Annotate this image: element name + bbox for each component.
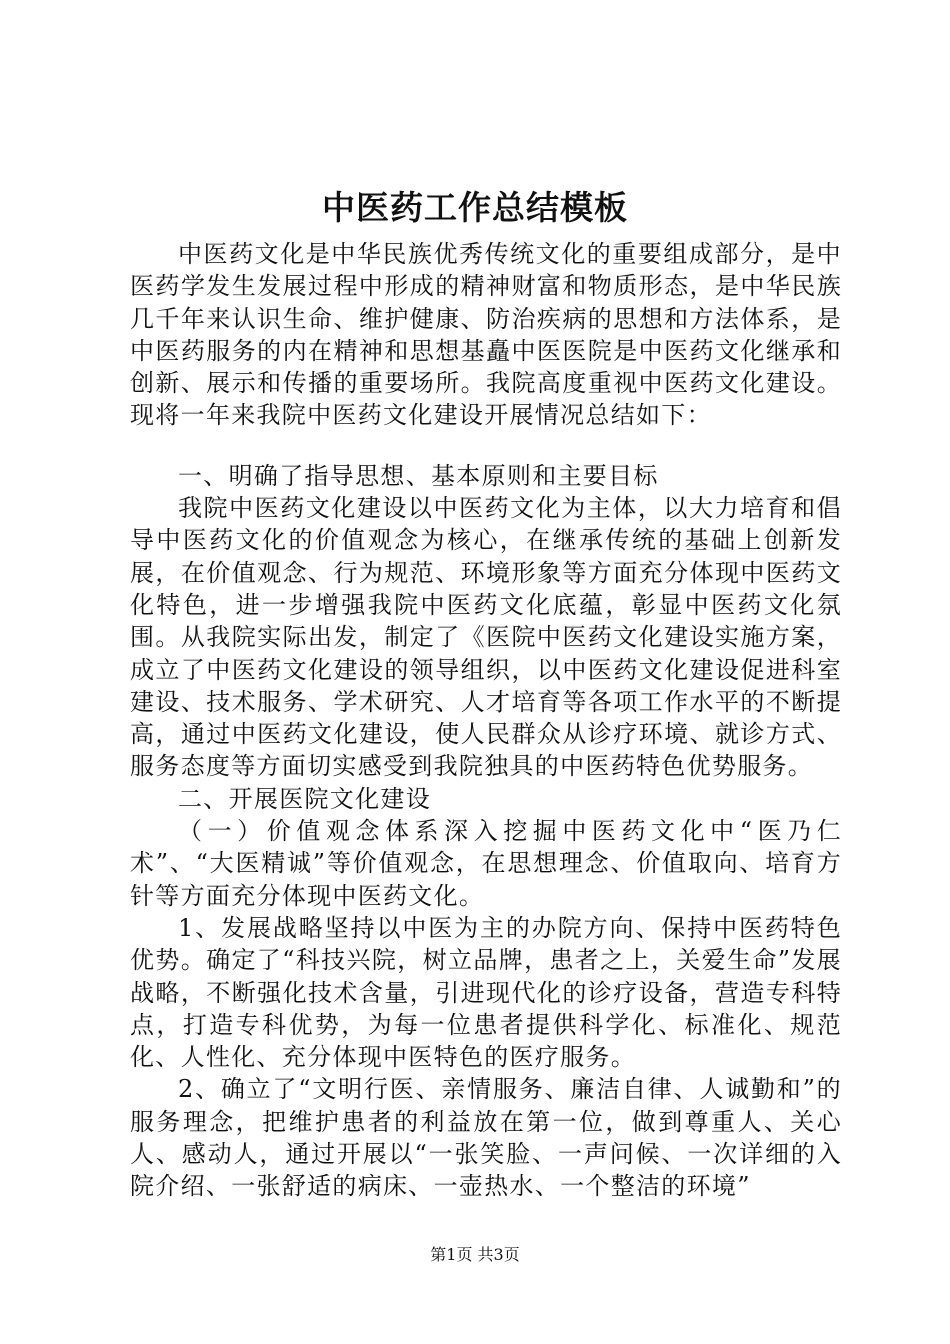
subsection-1-paragraph: （一）价值观念体系深入挖掘中医药文化中“医乃仁术”、“大医精诚”等价值观念，在思想理念、价值取向、培育方针等方面充分体现中医药文化。 — [130, 817, 842, 910]
section-1-paragraph: 我院中医药文化建设以中医药文化为主体，以大力培育和倡导中医药文化的价值观念为核心，在继承传统的基础上创新发展，在价值观念、行为规范、环境形象等方面充分体现中医药文化特色，进一步增强我院中医药文化底蕴，彰显中医药文化氛围。从我院实际出发，制定了《医院中医药文化建设实施方案，成立了中医药文化建设的领导组织，以中医药文化建设促进科室建设、技术服务、学术研究、人才培育等各项工作水平的不断提高，通过中医药文化建设，使人民群众从诊疗环境、就诊方式、服务态度等方面切实感受到我院独具的中医药特色优势服务。 — [130, 494, 842, 781]
item-1-paragraph: 1、发展战略坚持以中医为主的办院方向、保持中医药特色优势。确定了“科技兴院，树立品牌，患者之上，关爱生命”发展战略，不断强化技术含量，引进现代化的诊疗设备，营造专科特点，打造专科优势，为每一位患者提供科学化、标准化、规范化、人性化、充分体现中医特色的医疗服务。 — [130, 913, 842, 1072]
page-number-footer: 第1页 共3页 — [430, 1245, 520, 1264]
section-heading-1: 一、明确了指导思想、基本原则和主要目标 — [178, 461, 659, 490]
paragraph-spacer — [130, 432, 842, 460]
section-heading-2: 二、开展医院文化建设 — [178, 784, 431, 813]
item-2-paragraph: 2、确立了“文明行医、亲情服务、廉洁自律、人诚勤和”的服务理念，把维护患者的利益放在第一位，做到尊重人、关心人、感动人，通过开展以“一张笑脸、一声问候、一次详细的入院介绍、一张舒适的病床、一壶热水、一个整洁的环境” — [130, 1075, 842, 1201]
intro-paragraph: 中医药文化是中华民族优秀传统文化的重要组成部分，是中医药学发生发展过程中形成的精神财富和物质形态，是中华民族几千年来认识生命、维护健康、防治疾病的思想和方法体系，是中医药服务的内在精神和思想基矗中医医院是中医药文化继承和创新、展示和传播的重要场所。我院高度重视中医药文化建设。现将一年来我院中医药文化建设开展情况总结如下： — [130, 240, 842, 430]
document-title: 中医药工作总结模板 — [322, 188, 628, 227]
document-body — [130, 238, 842, 1203]
